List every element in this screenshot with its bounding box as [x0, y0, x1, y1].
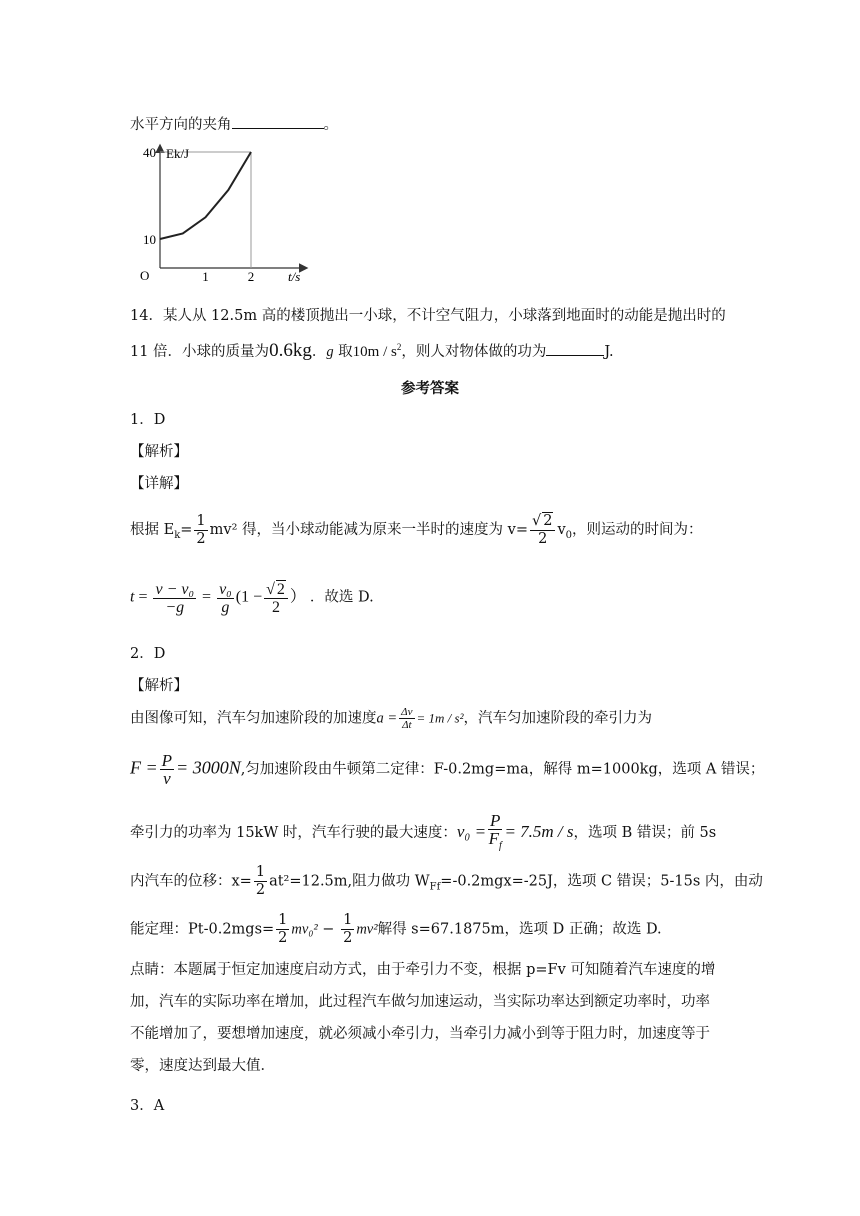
a2-line4-text-c: =-0.2mgx=-25J，选项 C 错误；5-15s 内，由动: [440, 873, 763, 890]
frac-den: 2: [272, 599, 280, 616]
fraction-dv-over-g: [153, 581, 196, 616]
g-exponent: 2: [396, 342, 402, 353]
frac-den: 2: [343, 930, 353, 946]
frac-den: v: [163, 769, 171, 788]
a2-line4-text-b: at²=12.5m,阻力做功 W: [269, 873, 430, 890]
x-tick-1: 1: [202, 269, 209, 284]
mv0sq: mv₀²: [291, 921, 318, 938]
a1-text-e: ，则运动的时间为：: [572, 522, 703, 538]
paren-open: (1 −: [235, 588, 263, 606]
Ff-sub: f: [499, 840, 502, 852]
frac-den: −g: [165, 598, 185, 616]
answer-2-line3: [130, 812, 716, 854]
q14-text-a: 11 倍．小球的质量为: [130, 344, 270, 360]
a2-line2-text: ,匀加速阶段由牛顿第二定律：F-0.2mg=ma，解得 m=1000kg，选项 A 错误；: [240, 761, 765, 778]
frac-den: 2: [196, 530, 206, 547]
comment-line-4: 零，速度达到最大值．: [130, 1058, 275, 1074]
q14-text-b: ．: [311, 344, 327, 360]
a2-line3-text: 牵引力的功率为 15kW 时，汽车行驶的最大速度：: [130, 825, 457, 842]
Ff-symbol: F: [488, 829, 500, 848]
a1-sub-k: k: [174, 529, 181, 541]
g-symbol: g: [326, 344, 334, 360]
ek-curve: [160, 152, 251, 239]
y-axis-label: Ek/J: [166, 146, 190, 161]
frac-den: Δt: [402, 719, 412, 731]
v0-symbol: v₀ =: [456, 822, 487, 842]
mvsq: mv²: [356, 921, 378, 938]
frac-num: √ 2: [530, 512, 555, 531]
fraction-half: [254, 864, 267, 899]
paren-close: ）: [289, 588, 306, 606]
x-tick-2: 2: [247, 269, 255, 284]
frac-num: v − v₀: [155, 580, 195, 598]
fraction-sqrt2-over-2: [530, 512, 555, 548]
frac-num: 1: [278, 912, 288, 928]
fraction-P-over-Ff: [488, 812, 502, 854]
a1-v: v: [557, 522, 566, 538]
eq: =: [134, 588, 152, 606]
frac-den: 2: [278, 930, 288, 946]
analysis-tag: 【解析】: [130, 444, 188, 460]
analysis-tag-2: 【解析】: [130, 678, 188, 694]
frac-num: v₀: [219, 580, 232, 598]
frac-den: 2: [255, 882, 266, 898]
a2-text-a: 由图像可知，汽车匀加速阶段的加速度: [130, 710, 377, 727]
answers-title: 参考答案: [401, 380, 459, 397]
frac-num: 1: [196, 512, 206, 529]
a1-text-c: mv² 得，当小球动能减为原来一半时的速度为 v=: [209, 522, 528, 538]
comment-line-3: 不能增加了，要想增加速度，就必须减小牵引力，当牵引力减小到等于阻力时，加速度等于: [130, 1026, 710, 1042]
a1-text-eq: =: [180, 522, 193, 538]
q13-tail: [130, 113, 338, 134]
fraction-dv-dt: [399, 706, 414, 731]
q13-end: 。: [323, 117, 338, 133]
q14-text-e: J.: [604, 344, 614, 360]
a-symbol: a =: [376, 710, 398, 727]
x-axis-label: t/s: [288, 269, 301, 284]
frac-den: [488, 830, 502, 854]
frac-den: g: [221, 598, 230, 616]
answer-blank: [546, 343, 604, 356]
detail-tag: 【详解】: [130, 476, 188, 492]
y-tick-10: 10: [143, 232, 156, 247]
q14-text-c: 取: [333, 344, 353, 360]
frac-num: P: [161, 751, 173, 770]
fraction-half: [341, 912, 354, 947]
a1-text-a: 根据 E: [130, 522, 175, 538]
origin-label: O: [140, 268, 150, 283]
comment-line-1: 点睛：本题属于恒定加速度启动方式，由于牵引力不变，根据 p=Fv 可知随着汽车速度的增: [130, 962, 716, 978]
answer-2-line2: [130, 752, 764, 787]
answer-1-line1: [130, 512, 703, 548]
g-value: 10m / s: [352, 344, 397, 360]
frac-num: √ 2: [264, 580, 288, 599]
a2-line4-text-a: 内汽车的位移：x=: [130, 873, 252, 890]
a2-line3-end: ，选项 B 错误；前 5s: [573, 825, 717, 842]
q14-line2: [130, 340, 614, 362]
fraction-sqrt2-over-2: [264, 580, 288, 616]
answer-2-line1: [130, 706, 652, 731]
F-symbol: F =: [130, 757, 158, 778]
q14-text-d: ，则人对物体做的功为: [401, 344, 547, 360]
fraction-half: [276, 912, 289, 947]
answer-3-number: 3．A: [130, 1098, 165, 1114]
q14-line1: 14．某人从 12.5m 高的楼顶抛出一小球，不计空气阻力，小球落到地面时的动能是抛出时的: [130, 308, 726, 324]
fraction-half: [194, 513, 207, 548]
frac-num: Δv: [401, 706, 413, 718]
a2-line5-text-a: 能定理：Pt-0.2mgs=: [130, 921, 275, 938]
a1-v-sub: 0: [565, 529, 573, 541]
t-symbol: t: [130, 588, 135, 606]
answer-1-number: 1．D: [130, 412, 166, 428]
frac-num: 1: [255, 864, 266, 880]
a2-line5-text-e: 解得 s=67.1875m，选项 D 正确；故选 D.: [377, 921, 662, 938]
frac-den: 2: [538, 531, 548, 547]
minus: −: [317, 921, 340, 938]
accel-value: = 1m / s²: [416, 710, 464, 726]
mass-value: 0.6kg: [269, 340, 312, 361]
force-value: = 3000N: [176, 757, 241, 778]
y-tick-40: 40: [143, 145, 156, 160]
frac-num: 1: [343, 912, 353, 928]
ek-t-chart: [130, 140, 320, 288]
fraction-v0-over-g: [217, 581, 234, 616]
q13-text: 水平方向的夹角: [130, 117, 232, 133]
frac-num: P: [490, 811, 501, 830]
answer-1-time-formula: t = $\frac{\text{v − v₀}}{-g}$ = $\frac{\text{v₀}}{g}$ (1 − $\frac{√ 2}{2}$ ） ．故选 D.: [130, 580, 374, 616]
answer-2-number: 2．D: [130, 646, 166, 662]
a2-text-b: ，汽车匀加速阶段的牵引力为: [463, 710, 652, 727]
comment-line-2: 加，汽车的实际功率在增加，此过程汽车做匀加速运动，当实际功率达到额定功率时，功率: [130, 994, 710, 1010]
fraction-P-over-v: [160, 752, 174, 787]
vmax-value: = 7.5m / s: [504, 822, 574, 842]
answer-2-line5: [130, 912, 662, 947]
W-sub: Ff: [429, 881, 441, 893]
a1-conclusion: ．故选 D.: [309, 589, 374, 606]
answer-2-line4: [130, 864, 763, 899]
sqrt-arg: 2: [543, 513, 553, 529]
answer-blank: [232, 116, 324, 129]
